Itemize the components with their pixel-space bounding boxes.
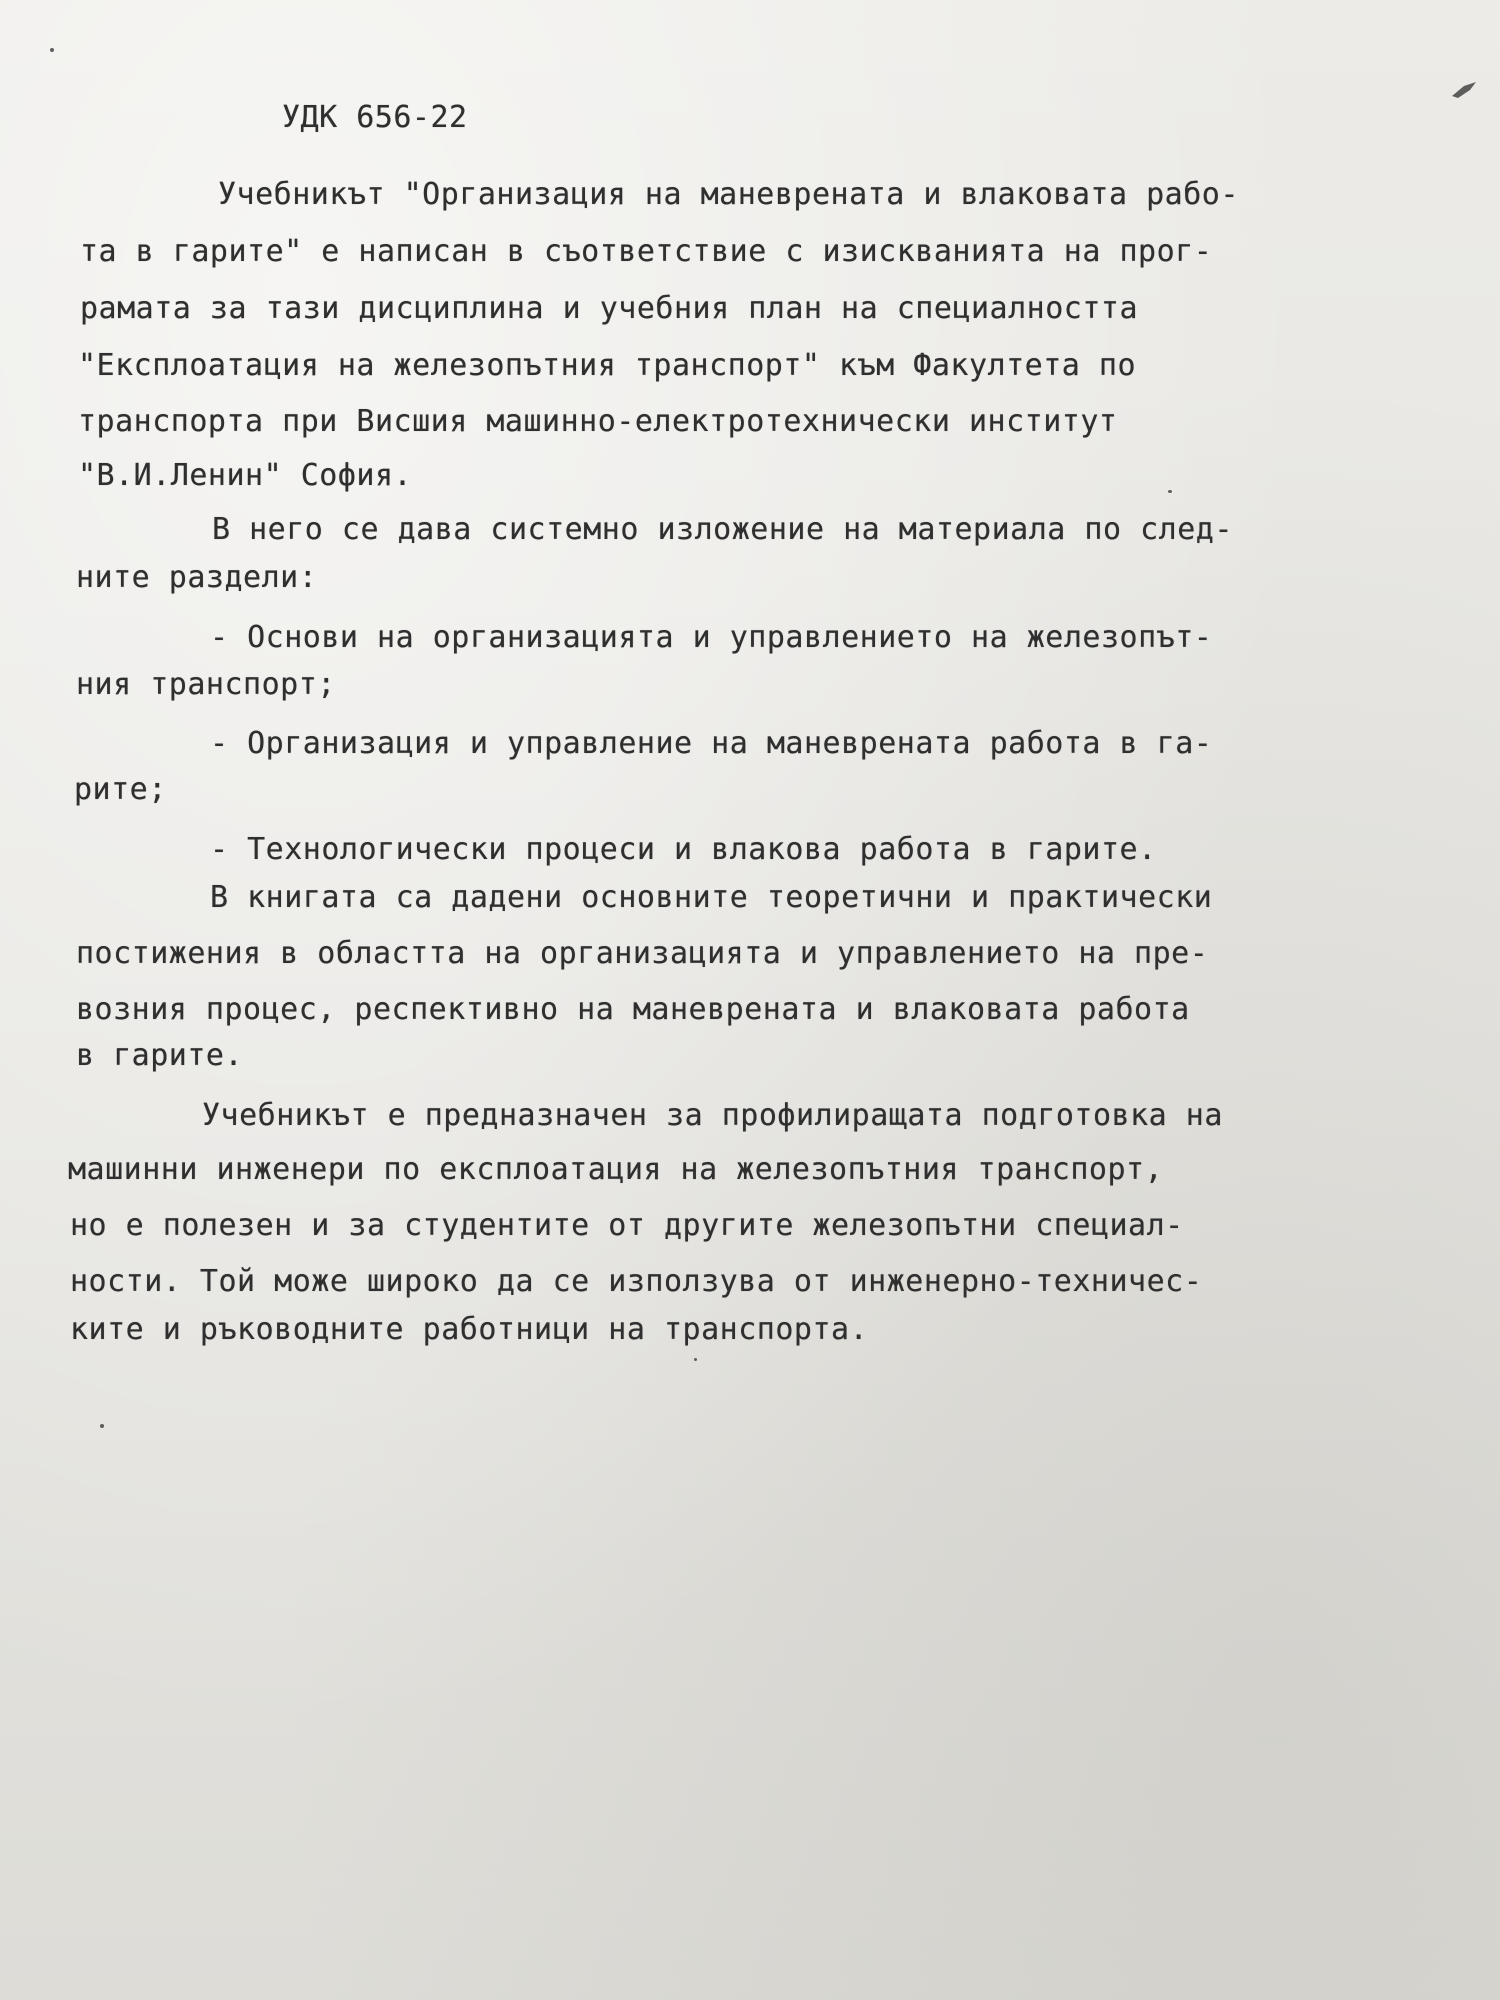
text-line: Учебникът е предназначен за профилиращата подготовка на xyxy=(202,1098,1223,1133)
text-line: рамата за тази дисциплина и учебния план на специалността xyxy=(80,291,1139,326)
ink-speck xyxy=(1168,490,1172,493)
ink-speck xyxy=(100,1424,104,1428)
list-item-line: - Основи на организацията и управлението на железопът- xyxy=(210,620,1213,655)
text-line: "В.И.Ленин" София. xyxy=(78,458,413,493)
ink-mark-icon xyxy=(1450,80,1480,100)
text-line: транспорта при Висшия машинно-електротехнически институт xyxy=(78,404,1118,439)
text-line: В книгата са дадени основните теоретични и практически xyxy=(210,880,1213,915)
text-line: но е полезен и за студентите от другите железопътни специал- xyxy=(70,1208,1184,1243)
text-line: В него се дава системно изложение на материала по след- xyxy=(212,512,1233,547)
ink-speck xyxy=(50,48,54,52)
list-item-line: ния транспорт; xyxy=(76,667,336,702)
list-item-line: рите; xyxy=(74,772,167,807)
text-line: в гарите. xyxy=(76,1038,244,1073)
text-line: ности. Той може широко да се използува от инженерно-техничес- xyxy=(70,1264,1203,1299)
text-line: постижения в областта на организацията и управлението на пре- xyxy=(76,936,1209,971)
text-line: возния процес, респективно на маневрената и влаковата работа xyxy=(76,992,1190,1027)
ink-speck xyxy=(694,1358,697,1361)
text-line: машинни инженери по експлоатация на железопътния транспорт, xyxy=(68,1152,1164,1187)
udk-code: УДК 656-22 xyxy=(282,100,468,135)
text-line: Учебникът "Организация на маневрената и влаковата рабо- xyxy=(218,177,1239,212)
text-line: та в гарите" е написан в съответствие с изискванията на прог- xyxy=(80,234,1213,269)
list-item-line: - Организация и управление на маневрената работа в га- xyxy=(210,726,1213,761)
list-item-line: - Технологически процеси и влакова работа в гарите. xyxy=(210,832,1157,867)
text-line: ките и ръководните работници на транспорта. xyxy=(70,1312,869,1347)
text-line: "Експлоатация на железопътния транспорт" към Факултета по xyxy=(78,348,1137,383)
text-line: ните раздели: xyxy=(76,560,318,595)
